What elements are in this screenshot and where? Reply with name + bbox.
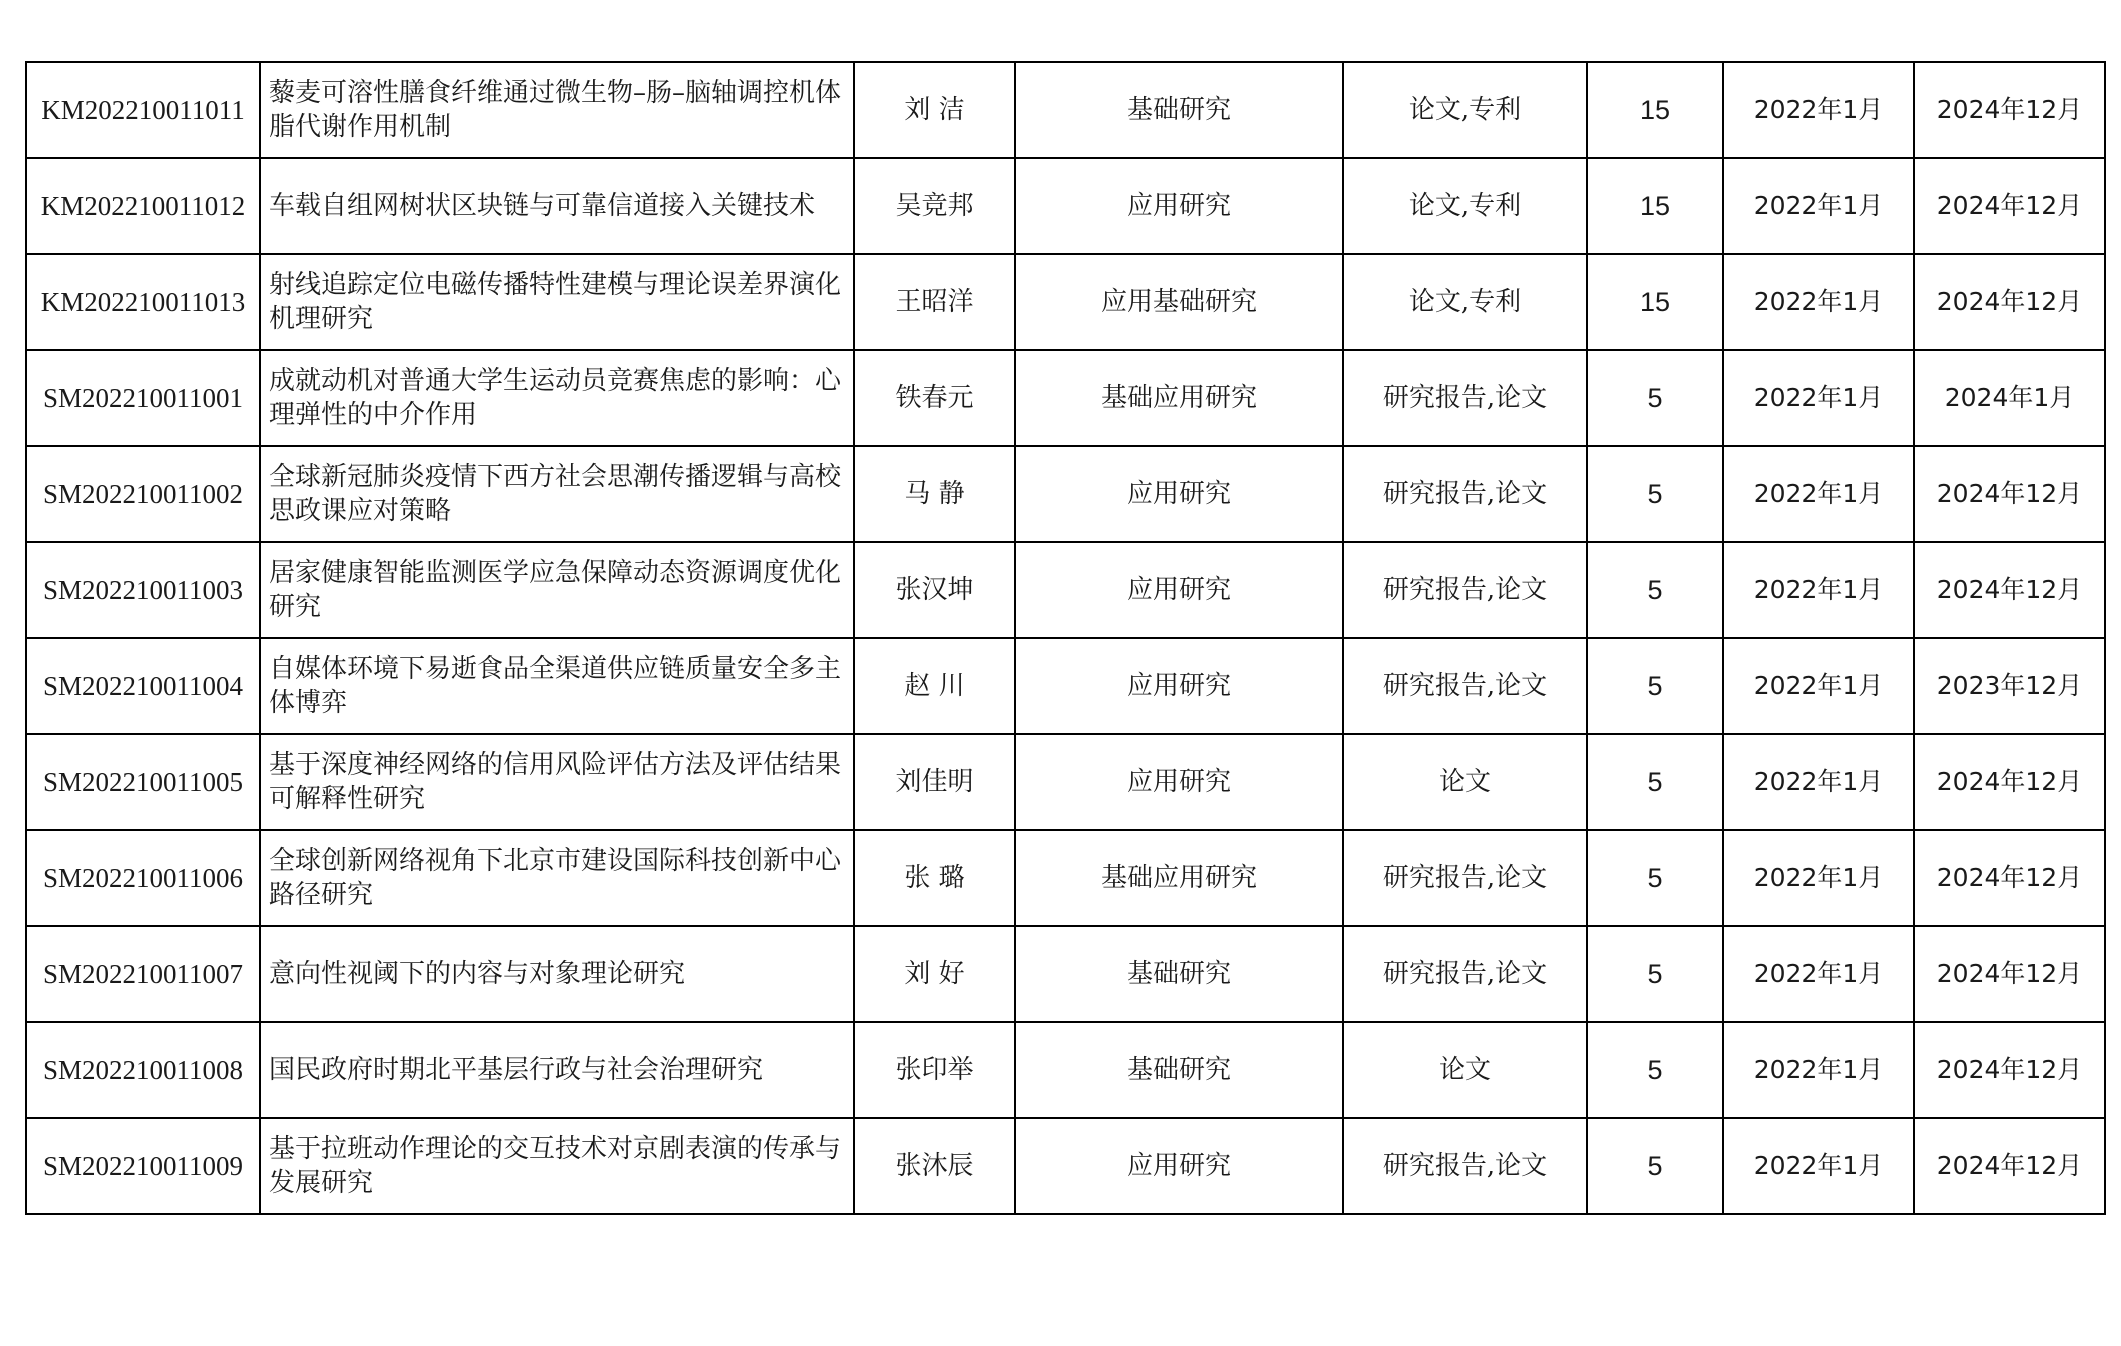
research-type-cell: 基础研究 xyxy=(1015,1022,1343,1118)
table-row xyxy=(26,62,2105,158)
project-title-cell: 藜麦可溶性膳食纤维通过微生物–肠–脑轴调控机体脂代谢作用机制 xyxy=(260,62,854,158)
project-title-cell: 全球新冠肺炎疫情下西方社会思潮传播逻辑与高校思政课应对策略 xyxy=(260,446,854,542)
research-type-cell: 应用研究 xyxy=(1015,1118,1343,1214)
project-id-cell: SM202210011006 xyxy=(26,830,260,926)
start-date-cell: 2022年1月 xyxy=(1723,734,1914,830)
funding-amount-cell: 15 xyxy=(1587,254,1723,350)
project-title-cell: 射线追踪定位电磁传播特性建模与理论误差界演化机理研究 xyxy=(260,254,854,350)
table-row xyxy=(26,830,2105,926)
table-row xyxy=(26,638,2105,734)
funding-amount-cell: 15 xyxy=(1587,62,1723,158)
expected-output-cell: 论文 xyxy=(1343,734,1587,830)
expected-output-cell: 研究报告,论文 xyxy=(1343,1118,1587,1214)
start-date-cell: 2022年1月 xyxy=(1723,830,1914,926)
project-leader-cell: 张印举 xyxy=(854,1022,1015,1118)
end-date-cell: 2024年12月 xyxy=(1914,830,2105,926)
start-date-cell: 2022年1月 xyxy=(1723,62,1914,158)
table-body xyxy=(26,62,2105,1214)
end-date-cell: 2024年12月 xyxy=(1914,734,2105,830)
project-leader-cell: 刘佳明 xyxy=(854,734,1015,830)
end-date-cell: 2024年12月 xyxy=(1914,542,2105,638)
table-row xyxy=(26,446,2105,542)
project-title-cell: 成就动机对普通大学生运动员竞赛焦虑的影响：心理弹性的中介作用 xyxy=(260,350,854,446)
project-leader-cell: 王昭洋 xyxy=(854,254,1015,350)
funding-amount-cell: 5 xyxy=(1587,542,1723,638)
expected-output-cell: 论文,专利 xyxy=(1343,62,1587,158)
start-date-cell: 2022年1月 xyxy=(1723,350,1914,446)
project-title-cell: 基于拉班动作理论的交互技术对京剧表演的传承与发展研究 xyxy=(260,1118,854,1214)
end-date-cell: 2024年12月 xyxy=(1914,926,2105,1022)
start-date-cell: 2022年1月 xyxy=(1723,638,1914,734)
project-title-cell: 居家健康智能监测医学应急保障动态资源调度优化研究 xyxy=(260,542,854,638)
funding-amount-cell: 5 xyxy=(1587,446,1723,542)
funding-amount-cell: 5 xyxy=(1587,1022,1723,1118)
end-date-cell: 2023年12月 xyxy=(1914,638,2105,734)
research-type-cell: 基础研究 xyxy=(1015,62,1343,158)
start-date-cell: 2022年1月 xyxy=(1723,1118,1914,1214)
project-id-cell: KM202210011011 xyxy=(26,62,260,158)
expected-output-cell: 研究报告,论文 xyxy=(1343,350,1587,446)
table-row xyxy=(26,734,2105,830)
expected-output-cell: 论文,专利 xyxy=(1343,158,1587,254)
end-date-cell: 2024年12月 xyxy=(1914,1022,2105,1118)
funding-amount-cell: 15 xyxy=(1587,158,1723,254)
research-type-cell: 应用研究 xyxy=(1015,158,1343,254)
research-type-cell: 应用研究 xyxy=(1015,734,1343,830)
expected-output-cell: 论文 xyxy=(1343,1022,1587,1118)
funding-amount-cell: 5 xyxy=(1587,1118,1723,1214)
project-leader-cell: 张 璐 xyxy=(854,830,1015,926)
project-id-cell: SM202210011007 xyxy=(26,926,260,1022)
project-id-cell: SM202210011003 xyxy=(26,542,260,638)
research-type-cell: 应用研究 xyxy=(1015,638,1343,734)
project-leader-cell: 张沐辰 xyxy=(854,1118,1015,1214)
funding-amount-cell: 5 xyxy=(1587,830,1723,926)
table-row xyxy=(26,542,2105,638)
project-title-cell: 基于深度神经网络的信用风险评估方法及评估结果可解释性研究 xyxy=(260,734,854,830)
funding-amount-cell: 5 xyxy=(1587,638,1723,734)
project-title-cell: 车载自组网树状区块链与可靠信道接入关键技术 xyxy=(260,158,854,254)
start-date-cell: 2022年1月 xyxy=(1723,158,1914,254)
table-row xyxy=(26,350,2105,446)
project-id-cell: SM202210011005 xyxy=(26,734,260,830)
expected-output-cell: 研究报告,论文 xyxy=(1343,638,1587,734)
project-leader-cell: 刘 洁 xyxy=(854,62,1015,158)
project-id-cell: SM202210011001 xyxy=(26,350,260,446)
project-id-cell: SM202210011002 xyxy=(26,446,260,542)
project-title-cell: 自媒体环境下易逝食品全渠道供应链质量安全多主体博弈 xyxy=(260,638,854,734)
funding-amount-cell: 5 xyxy=(1587,926,1723,1022)
research-type-cell: 基础研究 xyxy=(1015,926,1343,1022)
expected-output-cell: 研究报告,论文 xyxy=(1343,542,1587,638)
start-date-cell: 2022年1月 xyxy=(1723,542,1914,638)
project-title-cell: 国民政府时期北平基层行政与社会治理研究 xyxy=(260,1022,854,1118)
table-row xyxy=(26,254,2105,350)
expected-output-cell: 研究报告,论文 xyxy=(1343,830,1587,926)
project-title-cell: 全球创新网络视角下北京市建设国际科技创新中心路径研究 xyxy=(260,830,854,926)
grant-project-table xyxy=(25,61,2106,1215)
table-row xyxy=(26,1118,2105,1214)
end-date-cell: 2024年1月 xyxy=(1914,350,2105,446)
end-date-cell: 2024年12月 xyxy=(1914,1118,2105,1214)
table-row xyxy=(26,158,2105,254)
table-row xyxy=(26,1022,2105,1118)
end-date-cell: 2024年12月 xyxy=(1914,254,2105,350)
start-date-cell: 2022年1月 xyxy=(1723,254,1914,350)
project-leader-cell: 张汉坤 xyxy=(854,542,1015,638)
research-type-cell: 应用基础研究 xyxy=(1015,254,1343,350)
research-type-cell: 应用研究 xyxy=(1015,446,1343,542)
expected-output-cell: 研究报告,论文 xyxy=(1343,926,1587,1022)
project-leader-cell: 马 静 xyxy=(854,446,1015,542)
project-id-cell: SM202210011008 xyxy=(26,1022,260,1118)
project-leader-cell: 铁春元 xyxy=(854,350,1015,446)
funding-amount-cell: 5 xyxy=(1587,350,1723,446)
research-type-cell: 应用研究 xyxy=(1015,542,1343,638)
table-row xyxy=(26,926,2105,1022)
expected-output-cell: 研究报告,论文 xyxy=(1343,446,1587,542)
project-id-cell: KM202210011013 xyxy=(26,254,260,350)
project-id-cell: KM202210011012 xyxy=(26,158,260,254)
funding-amount-cell: 5 xyxy=(1587,734,1723,830)
start-date-cell: 2022年1月 xyxy=(1723,1022,1914,1118)
research-type-cell: 基础应用研究 xyxy=(1015,350,1343,446)
start-date-cell: 2022年1月 xyxy=(1723,446,1914,542)
research-type-cell: 基础应用研究 xyxy=(1015,830,1343,926)
start-date-cell: 2022年1月 xyxy=(1723,926,1914,1022)
expected-output-cell: 论文,专利 xyxy=(1343,254,1587,350)
project-id-cell: SM202210011009 xyxy=(26,1118,260,1214)
end-date-cell: 2024年12月 xyxy=(1914,62,2105,158)
project-leader-cell: 吴竞邦 xyxy=(854,158,1015,254)
end-date-cell: 2024年12月 xyxy=(1914,158,2105,254)
project-title-cell: 意向性视阈下的内容与对象理论研究 xyxy=(260,926,854,1022)
end-date-cell: 2024年12月 xyxy=(1914,446,2105,542)
project-leader-cell: 赵 川 xyxy=(854,638,1015,734)
project-id-cell: SM202210011004 xyxy=(26,638,260,734)
project-leader-cell: 刘 好 xyxy=(854,926,1015,1022)
